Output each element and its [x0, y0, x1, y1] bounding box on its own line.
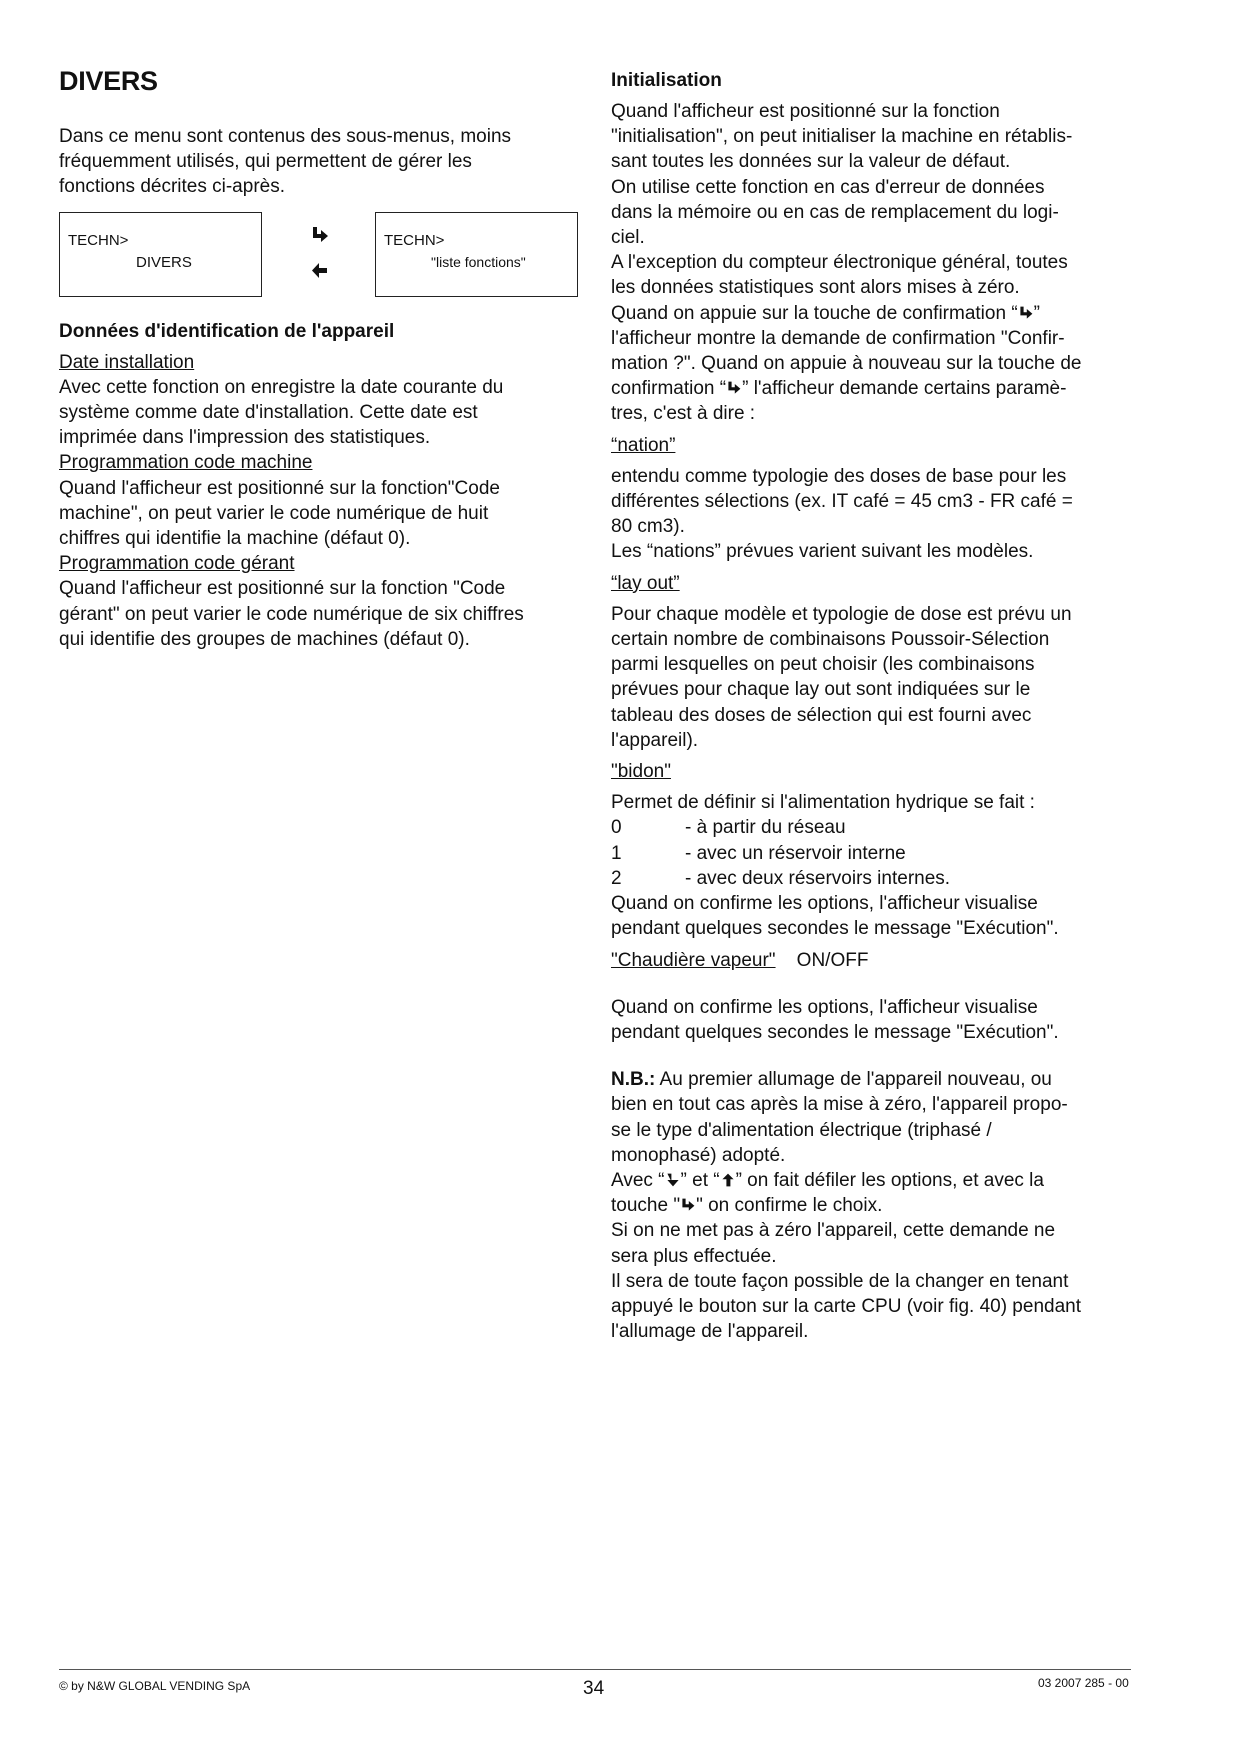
- steam-boiler-value: ON/OFF: [796, 949, 869, 971]
- footer-divider: [59, 1669, 1131, 1670]
- option-key: 0: [611, 817, 622, 839]
- right-column: [611, 68, 1151, 1344]
- option-value: - avec un réservoir interne: [685, 842, 906, 864]
- text-line: certain nombre de combinaisons Poussoir-Sélection: [611, 629, 1050, 651]
- text-line: "initialisation", on peut initialiser la machine en rétablis-: [611, 126, 1073, 148]
- text-line: sant toutes les données sur la valeur de défaut.: [611, 151, 1011, 173]
- text-line: A l'exception du compteur électronique général, toutes: [611, 252, 1068, 274]
- text-line: fonctions décrites ci-après.: [59, 176, 285, 198]
- manager-code-title: Programmation code gérant: [59, 553, 295, 575]
- layout-title: “lay out”: [611, 572, 680, 594]
- down-arrow-icon: [665, 1172, 681, 1188]
- display-diagram: [59, 212, 581, 297]
- text-line: pendant quelques secondes le message "Exécution".: [611, 918, 1059, 940]
- option-value: - à partir du réseau: [685, 817, 846, 839]
- text-line: Avec cette fonction on enregistre la date courante du: [59, 376, 504, 398]
- text-fragment: touche ": [611, 1195, 681, 1217]
- text-line: Quand l'afficheur est positionné sur la fonction "Code: [59, 578, 506, 600]
- text-line: sera plus effectuée.: [611, 1245, 777, 1267]
- text-line: Dans ce menu sont contenus des sous-menus, moins: [59, 126, 512, 147]
- text-line: tableau des doses de sélection qui est fourni avec: [611, 704, 1032, 726]
- list-item: [611, 841, 1151, 866]
- display-line-2: "liste fonctions": [431, 253, 526, 270]
- display-line-1: TECHN>: [68, 231, 129, 249]
- display-line-1: TECHN>: [384, 231, 445, 249]
- text-line: Pour chaque modèle et typologie de dose est prévu un: [611, 603, 1072, 625]
- section-title: DIVERS: [59, 66, 158, 96]
- text-line: 80 cm3).: [611, 516, 685, 538]
- text-fragment: Avec “: [611, 1169, 665, 1191]
- machine-code-title: Programmation code machine: [59, 452, 313, 474]
- text-fragment: ” et “: [680, 1169, 720, 1191]
- text-line: On utilise cette fonction en cas d'erreur de données: [611, 176, 1045, 198]
- text-line: mation ?". Quand on appuie à nouveau sur la touche de: [611, 353, 1082, 375]
- left-column: [59, 66, 581, 652]
- display-box-divers: [59, 212, 262, 297]
- text-line: prévues pour chaque lay out sont indiquées sur le: [611, 679, 1031, 701]
- intro-paragraph: [59, 124, 581, 200]
- text-line: Quand l'afficheur est positionné sur la fonction: [611, 101, 1000, 122]
- text-line: Quand on confirme les options, l'afficheur visualise: [611, 996, 1038, 1018]
- bidon-title: "bidon": [611, 761, 671, 783]
- text-line: [611, 1193, 1151, 1218]
- text-line: imprimée dans l'impression des statistiques.: [59, 427, 431, 449]
- text-line: bien en tout cas après la mise à zéro, l'appareil propo-: [611, 1094, 1068, 1116]
- display-box-function-list: [375, 212, 578, 297]
- text-fragment: ”: [1033, 302, 1040, 324]
- enter-arrow-icon: [1018, 305, 1034, 321]
- text-fragment: Quand on appuie sur la touche de confirmation “: [611, 302, 1018, 324]
- text-line: appuyé le bouton sur la carte CPU (voir fig. 40) pendant: [611, 1295, 1081, 1317]
- text-line: Il sera de toute façon possible de la changer en tenant: [611, 1270, 1069, 1292]
- text-line: parmi lesquelles on peut choisir (les combinaisons: [611, 654, 1035, 676]
- enter-arrow-icon: [726, 380, 742, 396]
- text-line: [611, 376, 1151, 401]
- text-line: [611, 301, 1151, 326]
- text-line: Quand l'afficheur est positionné sur la fonction"Code: [59, 477, 500, 499]
- text-line: les données statistiques sont alors mises à zéro.: [611, 277, 1020, 299]
- text-line: dans la mémoire ou en cas de remplacement du logi-: [611, 201, 1059, 223]
- enter-arrow-icon: [310, 225, 330, 245]
- text-line: l'allumage de l'appareil.: [611, 1321, 809, 1343]
- nation-title: “nation”: [611, 434, 676, 456]
- text-line: gérant" on peut varier le code numérique de six chiffres: [59, 603, 524, 625]
- text-line: différentes sélections (ex. IT café = 45 cm3 - FR café =: [611, 491, 1073, 513]
- back-arrow-icon: [310, 260, 330, 280]
- text-line: Les “nations” prévues varient suivant les modèles.: [611, 541, 1034, 563]
- text-line: l'afficheur montre la demande de confirmation "Confir-: [611, 327, 1065, 349]
- list-item: [611, 866, 1151, 891]
- text-fragment: confirmation “: [611, 378, 727, 400]
- text-fragment: " on confirme le choix.: [696, 1195, 883, 1217]
- text-line: monophasé) adopté.: [611, 1144, 786, 1166]
- initialisation-heading: Initialisation: [611, 70, 722, 91]
- text-line: Si on ne met pas à zéro l'appareil, cette demande ne: [611, 1220, 1056, 1242]
- text-line: se le type d'alimentation électrique (triphasé /: [611, 1119, 992, 1141]
- list-item: [611, 815, 1151, 840]
- nb-label: N.B.:: [611, 1069, 656, 1091]
- text-line: tres, c'est à dire :: [611, 403, 756, 425]
- page-number: 34: [583, 1678, 605, 1699]
- text-line: ciel.: [611, 227, 645, 249]
- text-line: chiffres qui identifie la machine (défaut 0).: [59, 528, 411, 550]
- text-line: Permet de définir si l'alimentation hydrique se fait :: [611, 792, 1035, 814]
- text-line: pendant quelques secondes le message "Exécution".: [611, 1021, 1059, 1043]
- text-line: Quand on confirme les options, l'afficheur visualise: [611, 893, 1038, 915]
- option-key: 2: [611, 867, 622, 889]
- text-line: [611, 1168, 1151, 1193]
- date-installation-title: Date installation: [59, 351, 195, 373]
- option-value: - avec deux réservoirs internes.: [685, 867, 951, 889]
- text-line: [611, 1067, 1151, 1092]
- steam-boiler-line: [611, 948, 1151, 973]
- subsection-heading: Données d'identification de l'appareil: [59, 320, 395, 342]
- text-fragment: ” l'afficheur demande certains paramè-: [742, 378, 1067, 400]
- up-arrow-icon: [720, 1172, 736, 1188]
- text-fragment: Au premier allumage de l'appareil nouveau, ou: [655, 1069, 1052, 1091]
- text-line: machine", on peut varier le code numérique de huit: [59, 502, 489, 524]
- steam-boiler-title: "Chaudière vapeur": [611, 949, 776, 971]
- text-line: entendu comme typologie des doses de base pour les: [611, 465, 1067, 487]
- footer-copyright: © by N&W GLOBAL VENDING SpA: [59, 1679, 251, 1693]
- text-line: qui identifie des groupes de machines (défaut 0).: [59, 628, 470, 650]
- text-fragment: ” on fait défiler les options, et avec la: [735, 1169, 1044, 1191]
- text-line: l'appareil).: [611, 729, 699, 751]
- enter-arrow-icon: [680, 1197, 696, 1213]
- text-line: système comme date d'installation. Cette date est: [59, 402, 478, 424]
- text-line: fréquemment utilisés, qui permettent de gérer les: [59, 151, 472, 173]
- document-code: 03 2007 285 - 00: [1038, 1676, 1129, 1690]
- display-line-2: DIVERS: [136, 253, 192, 271]
- option-key: 1: [611, 842, 622, 864]
